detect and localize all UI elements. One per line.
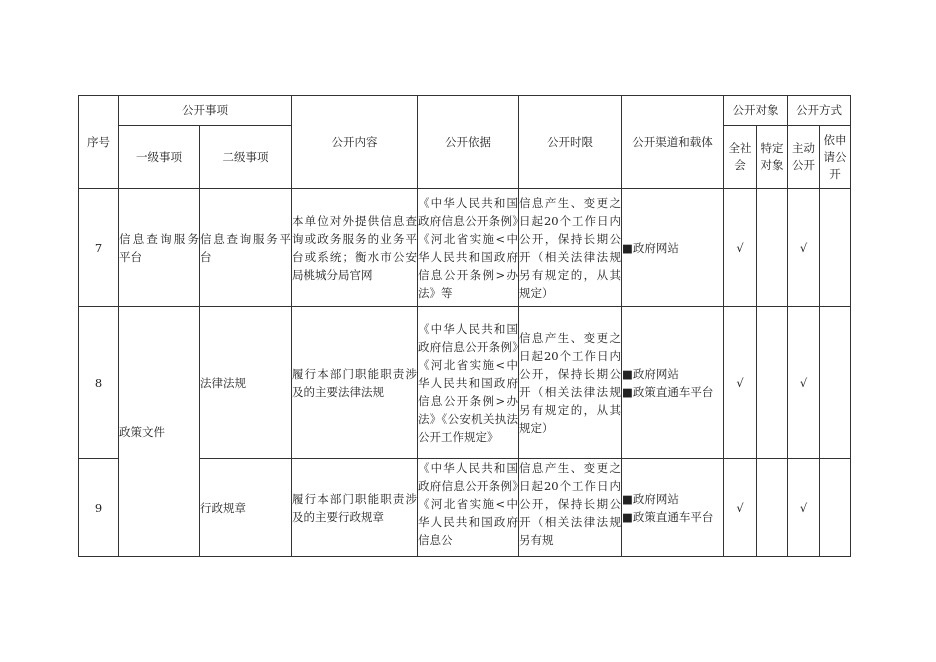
row-level2: 信息查询服务平台: [200, 189, 292, 307]
header-target-all: 全社会: [724, 126, 757, 189]
row-level2: 法律法规: [200, 307, 292, 459]
header-channel: 公开渠道和载体: [622, 96, 724, 189]
row-basis: 《中华人民共和国政府信息公开条例》《河北省实施<中华人民共和国政府信息公开条例>办法》等: [418, 189, 519, 307]
row-target-all: √: [724, 189, 757, 307]
header-target-group: 公开对象: [724, 96, 788, 126]
row-level2: 行政规章: [200, 459, 292, 557]
channel-item: ■政府网站: [622, 240, 679, 255]
row-target-specific: [757, 307, 788, 459]
row-target-all: √: [724, 307, 757, 459]
row-channels: [622, 307, 724, 459]
row-basis: 《中华人民共和国政府信息公开条例》《河北省实施<中华人民共和国政府信息公开条例>办法》《公安机关执法公开工作规定》: [418, 307, 519, 459]
row-target-specific: [757, 189, 788, 307]
row-channels: [622, 189, 724, 307]
channel-item: ■政策直通车平台: [622, 384, 714, 399]
header-level2: 二级事项: [200, 126, 292, 189]
row-method-request: [820, 307, 851, 459]
header-content: 公开内容: [292, 96, 418, 189]
row-method-active: √: [788, 459, 820, 557]
row-method-active: √: [788, 307, 820, 459]
header-method-request: 依申请公开: [820, 126, 851, 189]
row-time-limit: 信息产生、变更之日起20个工作日内公开，保持长期公开（相关法律法规另有规定的，从其规定）: [519, 307, 622, 459]
header-basis: 公开依据: [418, 96, 519, 189]
row-basis: 《中华人民共和国政府信息公开条例》《河北省实施<中华人民共和国政府信息公: [418, 461, 518, 547]
header-method-active: 主动公开: [788, 126, 820, 189]
header-items-group: 公开事项: [119, 96, 292, 126]
header-target-specific: 特定对象: [757, 126, 788, 189]
row-method-active: √: [788, 189, 820, 307]
header-seq: 序号: [79, 96, 119, 189]
channel-item: ■政府网站: [622, 491, 679, 506]
row-method-request: [820, 459, 851, 557]
header-time-limit: 公开时限: [519, 96, 622, 189]
row-seq: 8: [79, 307, 119, 459]
channel-item: ■政府网站: [622, 366, 679, 381]
header-row-1: [79, 96, 851, 126]
header-method-group: 公开方式: [788, 96, 851, 126]
row-time-limit: 信息产生、变更之日起20个工作日内公开，保持长期公开（相关法律法规另有规定的，从其规定）: [519, 189, 622, 307]
header-level1: 一级事项: [119, 126, 200, 189]
channel-item: ■政策直通车平台: [622, 509, 714, 524]
row-channels: [622, 459, 724, 557]
row-level1: 政策文件: [119, 307, 200, 557]
row-level1: 信息查询服务平台: [119, 189, 200, 307]
row-target-specific: [757, 459, 788, 557]
row-time-limit: 信息产生、变更之日起20个工作日内公开，保持长期公开（相关法律法规另有规: [519, 461, 621, 547]
row-content: 履行本部门职能职责涉及的主要法律法规: [292, 307, 418, 459]
row-content: 本单位对外提供信息查询或政务服务的业务平台或系统；衡水市公安局桃城分局官网: [292, 189, 418, 307]
row-method-request: [820, 189, 851, 307]
table-row: [79, 307, 851, 459]
row-content: 履行本部门职能职责涉及的主要行政规章: [292, 459, 418, 557]
row-target-all: √: [724, 459, 757, 557]
table-row: [79, 189, 851, 307]
row-seq: 9: [79, 459, 119, 557]
row-seq: 7: [79, 189, 119, 307]
disclosure-table: [78, 95, 851, 557]
